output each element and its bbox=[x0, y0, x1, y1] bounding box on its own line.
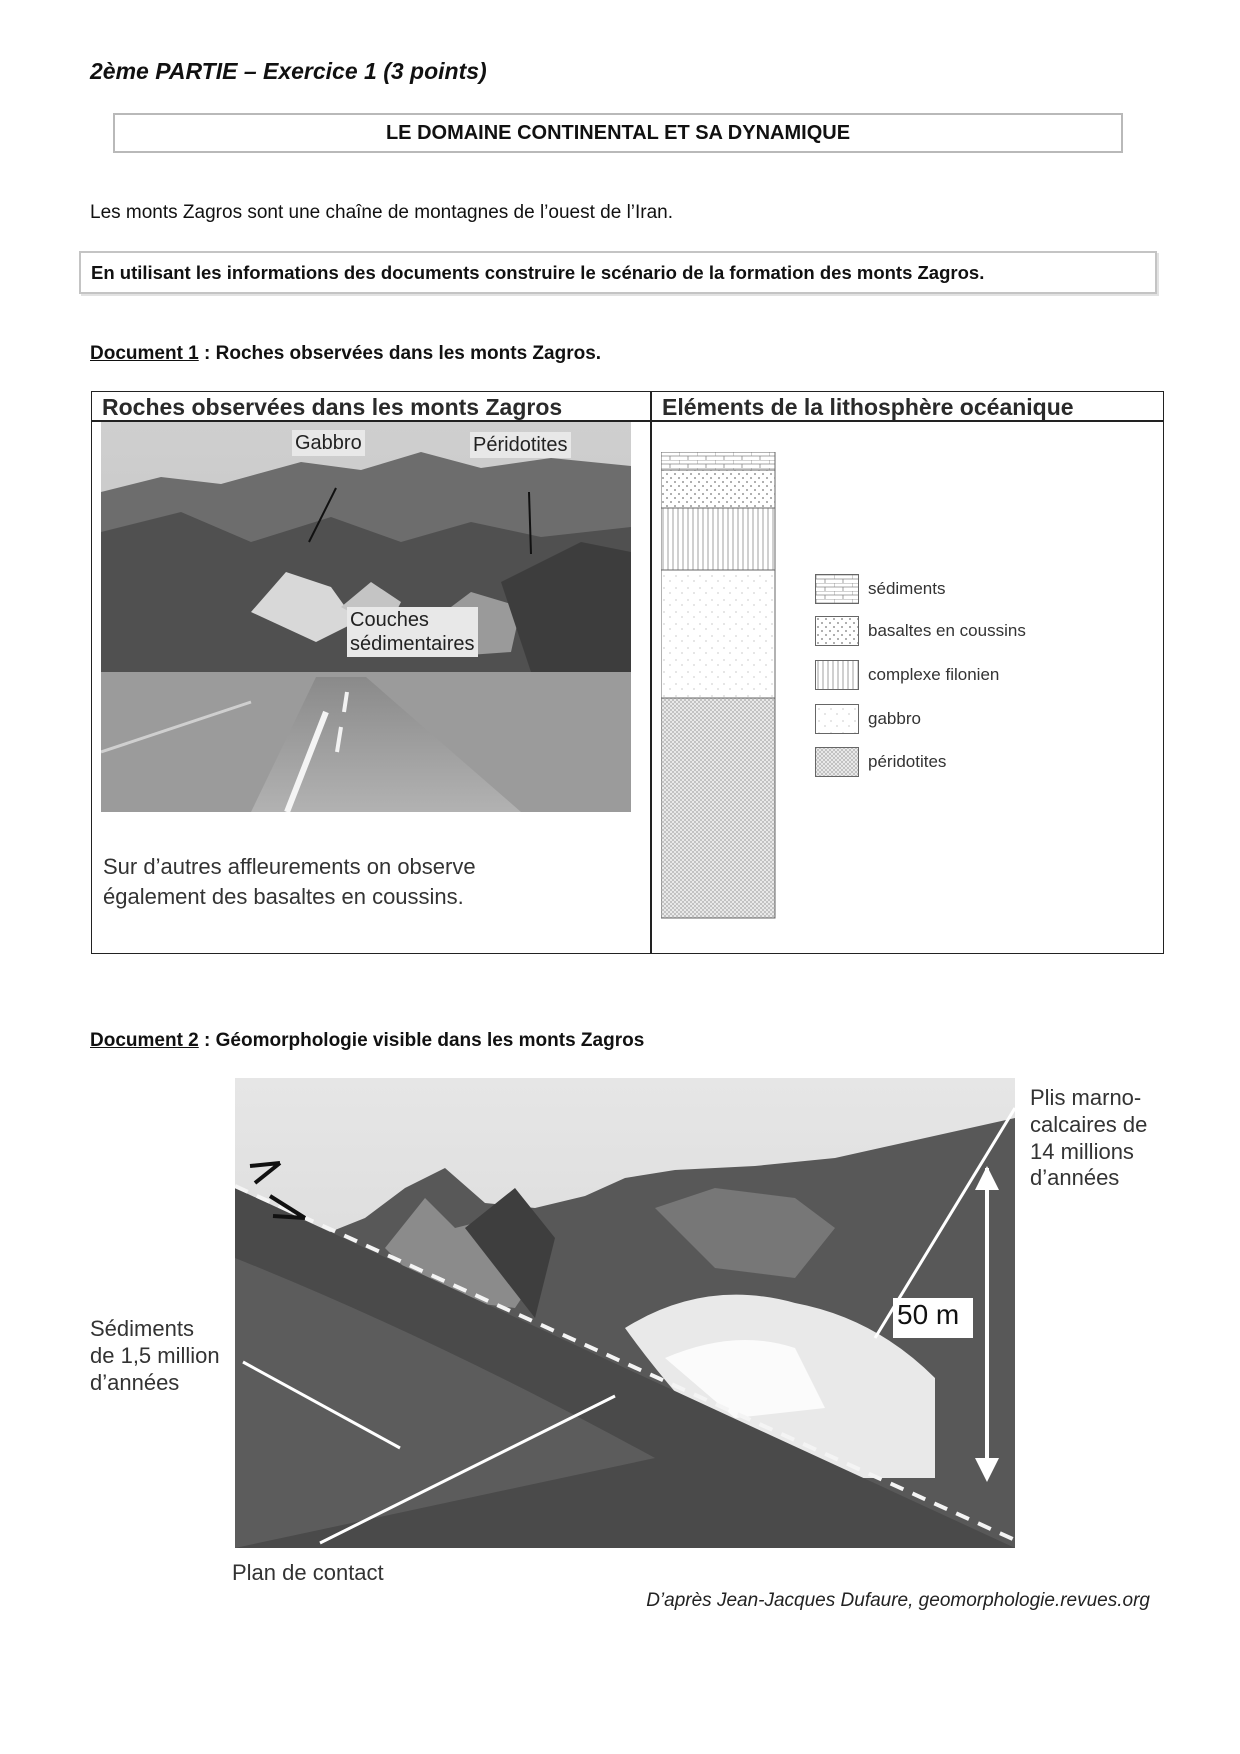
legend-label: péridotites bbox=[868, 752, 947, 771]
label-folds-line1: Plis marno- bbox=[1030, 1085, 1142, 1110]
document-1-table bbox=[91, 391, 1164, 954]
legend-label: gabbro bbox=[868, 709, 921, 728]
label-folds-line2: calcaires de bbox=[1030, 1111, 1148, 1137]
label-sediments-line3: d’années bbox=[90, 1369, 180, 1395]
label-couches-sedimentaires bbox=[347, 607, 478, 657]
label-peridotites: Péridotites bbox=[470, 432, 571, 458]
document-2-caption: : Géomorphologie visible dans les monts Zagros bbox=[198, 1030, 645, 1051]
document-1-label: Document 1 bbox=[90, 343, 199, 364]
legend-item-dykes bbox=[815, 660, 999, 690]
document-1-title bbox=[90, 343, 601, 365]
instruction-text: En utilisant les informations des documents construire le scénario de la formation des monts Zagros. bbox=[91, 261, 985, 283]
column-heading-lithosphere: Eléments de la lithosphère océanique bbox=[662, 394, 1074, 420]
source-credit: D’après Jean-Jacques Dufaure, geomorphologie.revues.org bbox=[646, 1590, 1150, 1611]
label-couches-line1: Couches bbox=[350, 609, 429, 631]
legend-item-sediments bbox=[815, 574, 945, 604]
photo-caption bbox=[103, 852, 476, 911]
exercise-title: 2ème PARTIE – Exercice 1 (3 points) bbox=[90, 58, 487, 84]
intro-text: Les monts Zagros sont une chaîne de montagnes de l’ouest de l’Iran. bbox=[90, 202, 674, 223]
document-2-label: Document 2 bbox=[90, 1030, 199, 1051]
label-gabbro: Gabbro bbox=[292, 430, 365, 456]
theme-title: LE DOMAINE CONTINENTAL ET SA DYNAMIQUE bbox=[385, 121, 851, 144]
label-folds bbox=[1030, 1085, 1147, 1192]
layer-gabbro bbox=[661, 570, 775, 698]
legend-label: sédiments bbox=[868, 579, 946, 598]
document-2-title bbox=[90, 1030, 644, 1052]
theme-banner bbox=[113, 113, 1123, 153]
layer-sediments bbox=[661, 452, 775, 470]
layer-pillow-basalts bbox=[661, 470, 775, 508]
scale-label: 50 m bbox=[897, 1299, 960, 1330]
instruction-box bbox=[79, 251, 1157, 294]
label-folds-line3: 14 millions bbox=[1030, 1138, 1134, 1164]
photo-caption-line2: également des basaltes en coussins. bbox=[103, 883, 464, 909]
document-1-caption: : Roches observées dans les monts Zagros. bbox=[198, 343, 602, 364]
label-couches-line2: sédimentaires bbox=[350, 633, 475, 655]
label-sediments bbox=[90, 1316, 220, 1396]
table-divider bbox=[650, 392, 652, 953]
layer-sheeted-dykes bbox=[661, 508, 775, 570]
legend-item-peridotites bbox=[815, 747, 946, 777]
layer-peridotites bbox=[661, 698, 775, 918]
label-contact-plane: Plan de contact bbox=[232, 1560, 384, 1585]
photo-caption-line1: Sur d’autres affleurements on observe bbox=[103, 854, 476, 879]
label-sediments-line2: de 1,5 million bbox=[90, 1342, 220, 1368]
legend-item-basalts bbox=[815, 616, 1026, 646]
label-sediments-line1: Sédiments bbox=[90, 1316, 194, 1341]
legend-label: basaltes en coussins bbox=[868, 621, 1026, 640]
column-heading-rocks: Roches observées dans les monts Zagros bbox=[102, 394, 563, 420]
label-folds-line4: d’années bbox=[1030, 1165, 1120, 1191]
legend-item-gabbro bbox=[815, 704, 921, 734]
oceanic-lithosphere-column bbox=[661, 452, 781, 922]
legend-label: complexe filonien bbox=[868, 665, 1000, 684]
